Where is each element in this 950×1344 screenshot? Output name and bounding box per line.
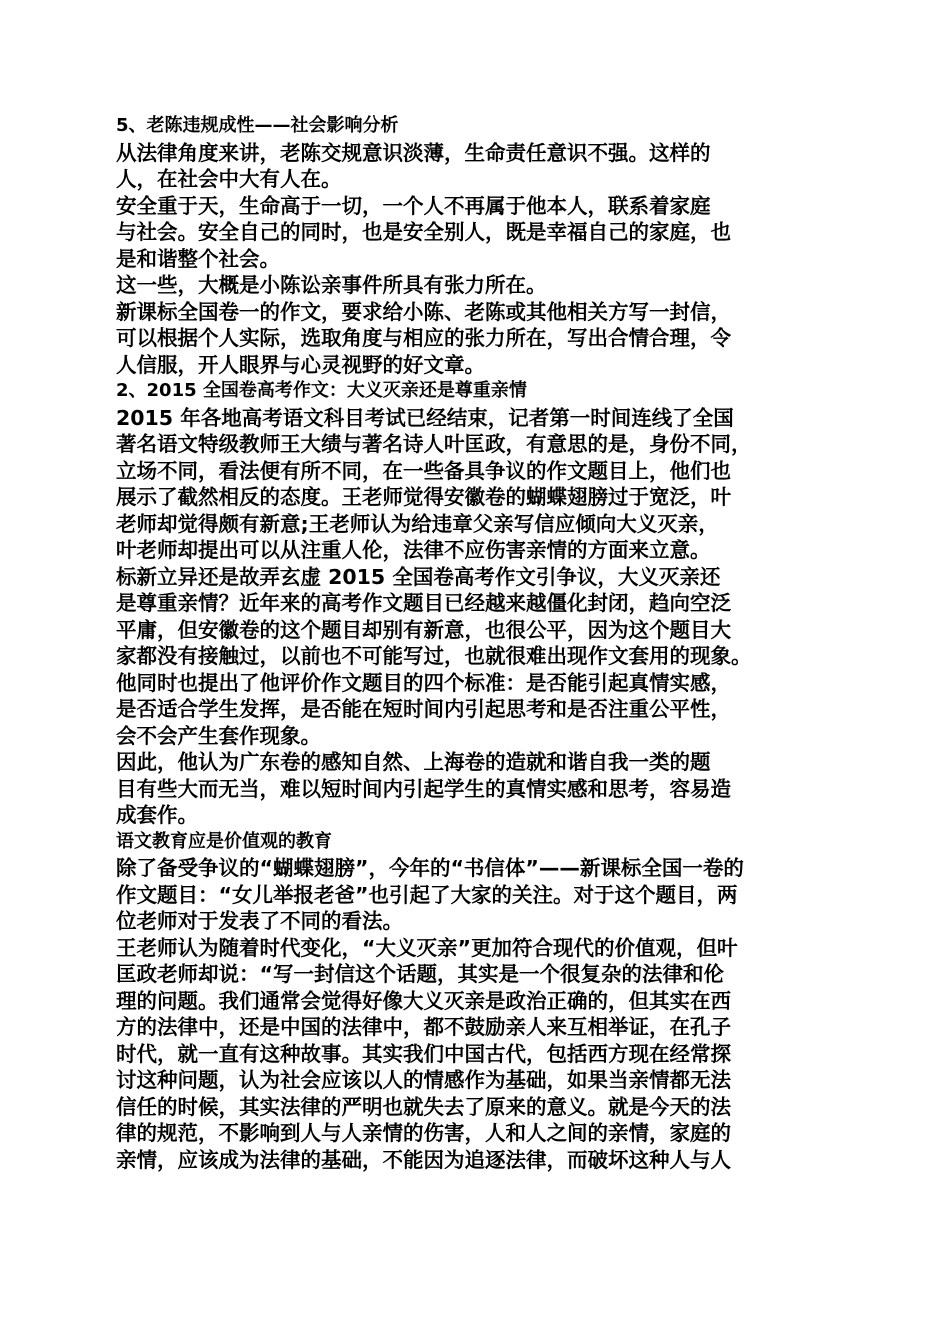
section-heading-education: 语文教育应是价值观的教育	[116, 830, 332, 852]
document-body	[116, 113, 846, 1173]
text-line: 时代，就一直有这种故事。其实我们中国古代，包括西方现在经常探	[116, 1041, 731, 1066]
text-line: 讨这种问题，认为社会应该以人的情感作为基础，如果当亲情都无法	[116, 1068, 731, 1092]
section-heading-5: 5、老陈违规成性——社会影响分析	[116, 115, 399, 136]
section-heading-2: 2、2015 全国卷高考作文：大义灭亲还是尊重亲情	[116, 380, 527, 401]
text-line: 因此，他认为广东卷的感知自然、上海卷的造就和谐自我一类的题	[116, 750, 711, 774]
text-line: 展示了截然相反的态度。王老师觉得安徽卷的蝴蝶翅膀过于宽泛，叶	[116, 485, 731, 509]
text-line: 方的法律中，还是中国的法律中，都不鼓励亲人来互相举证，在孔子	[116, 1015, 731, 1039]
text-line: 安全重于天，生命高于一切，一个人不再属于他本人，联系着家庭	[116, 193, 711, 218]
text-line: 叶老师却提出可以从注重人伦，法律不应伤害亲情的方面来立意。	[116, 538, 711, 562]
text-line: 可以根据个人实际，选取角度与相应的张力所在，写出合情合理，令	[116, 326, 731, 350]
text-line: 立场不同，看法便有所不同，在一些备具争议的作文题目上，他们也	[116, 458, 731, 483]
text-line: 著名语文特级教师王大绩与著名诗人叶匡政，有意思的是，身份不同，	[116, 432, 752, 456]
text-line: 人信服，开人眼界与心灵视野的好文章。	[116, 352, 485, 377]
text-line: 家都没有接触过，以前也不可能写过，也就很难出现作文套用的现象。	[116, 644, 752, 668]
text-line: 人，在社会中大有人在。	[116, 167, 342, 191]
text-line: 会不会产生套作现象。	[116, 723, 321, 748]
text-line: 老师却觉得颇有新意;王老师认为给违章父亲写信应倾向大义灭亲，	[116, 511, 719, 536]
text-line: 是和谐整个社会。	[116, 246, 280, 271]
text-line: 2015 年各地高考语文科目考试已经结束，记者第一时间连线了全国	[116, 405, 734, 430]
text-line: 信任的时候，其实法律的严明也就失去了原来的意义。就是今天的法	[116, 1094, 731, 1119]
text-line: 亲情，应该成为法律的基础，不能因为追逐法律，而破坏这种人与人	[116, 1147, 731, 1172]
text-line: 他同时也提出了他评价作文题目的四个标准：是否能引起真情实感，	[116, 670, 731, 695]
text-line: 匡政老师却说：“写一封信这个话题，其实是一个很复杂的法律和伦	[116, 962, 724, 986]
text-line: 从法律角度来讲，老陈交规意识淡薄，生命责任意识不强。这样的	[116, 140, 711, 165]
text-line: 是尊重亲情？近年来的高考作文题目已经越来越僵化封闭，趋向空泛	[116, 591, 731, 615]
text-line: 位老师对于发表了不同的看法。	[116, 909, 403, 933]
text-line: 与社会。安全自己的同时，也是安全别人，既是幸福自己的家庭，也	[116, 220, 731, 244]
text-line: 新课标全国卷一的作文，要求给小陈、老陈或其他相关方写一封信，	[116, 299, 731, 324]
text-line: 成套作。	[116, 803, 198, 827]
text-line: 理的问题。我们通常会觉得好像大义灭亲是政治正确的，但其实在西	[116, 988, 731, 1013]
text-line: 标新立异还是故弄玄虚 2015 全国卷高考作文引争议，大义灭亲还	[116, 564, 721, 589]
text-line: 除了备受争议的“蝴蝶翅膀”，今年的“书信体”——新课标全国一卷的	[116, 856, 744, 880]
text-line: 王老师认为随着时代变化，“大义灭亲”更加符合现代的价值观，但叶	[116, 935, 738, 960]
text-line: 是否适合学生发挥，是否能在短时间内引起思考和是否注重公平性，	[116, 697, 731, 721]
text-line: 这一些，大概是小陈讼亲事件所具有张力所在。	[116, 273, 547, 297]
text-line: 目有些大而无当，难以短时间内引起学生的真情实感和思考，容易造	[116, 776, 731, 801]
text-line: 作文题目：“女儿举报老爸”也引起了大家的关注。对于这个题目，两	[116, 882, 738, 907]
text-line: 律的规范，不影响到人与人亲情的伤害，人和人之间的亲情，家庭的	[116, 1121, 731, 1145]
text-line: 平庸，但安徽卷的这个题目却别有新意，也很公平，因为这个题目大	[116, 617, 731, 642]
